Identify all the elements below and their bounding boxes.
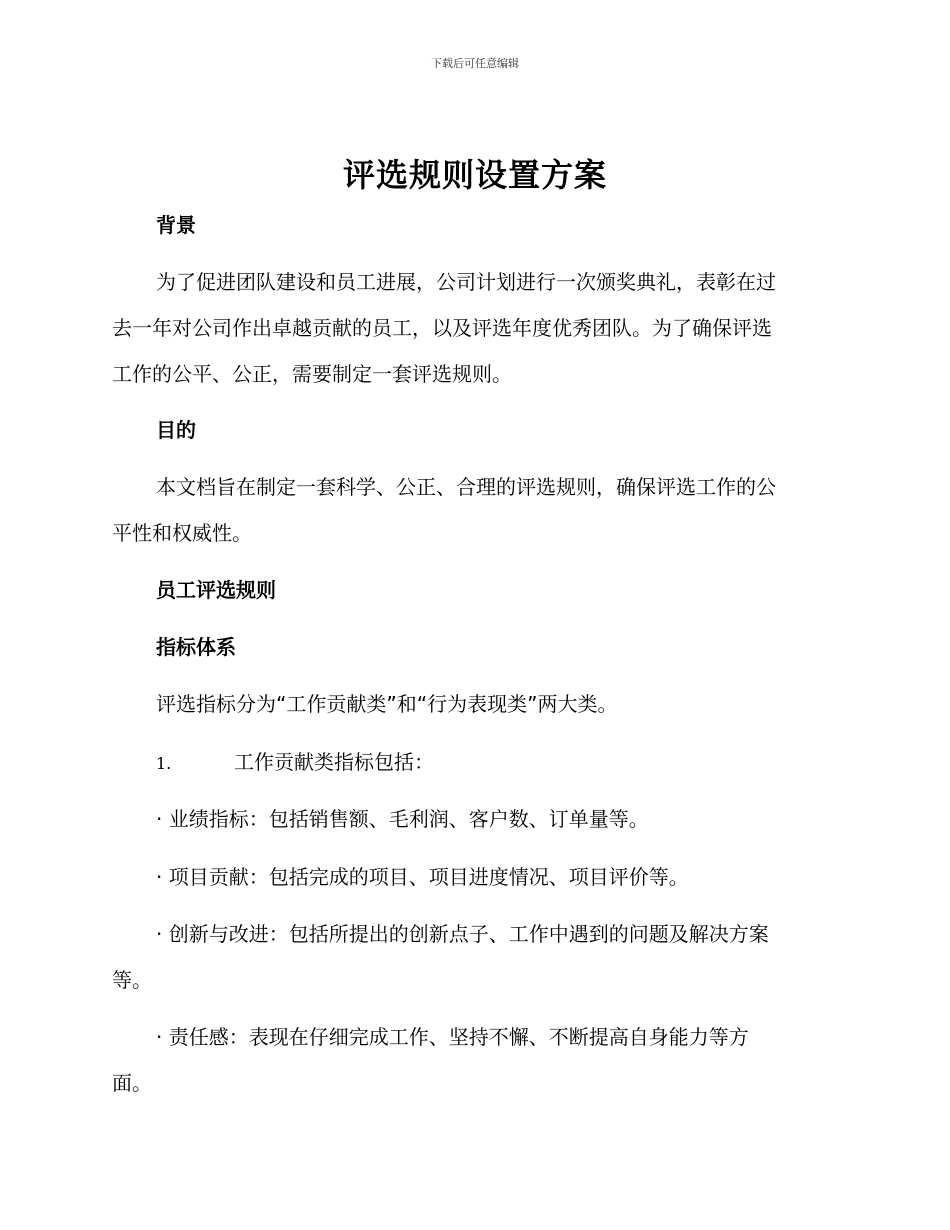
bullet-item: · 业绩指标：包括销售额、毛利润、客户数、订单量等。 (156, 807, 649, 831)
paragraph-line: 平性和权威性。 (112, 521, 252, 545)
paragraph-line: 为了促进团队建设和员工进展，公司计划进行一次颁奖典礼，表彰在过 (156, 270, 776, 294)
paragraph-line: 工作的公平、公正，需要制定一套评选规则。 (112, 362, 512, 386)
bullet-item-continuation: 等。 (112, 968, 152, 992)
list-title: 工作贡献类指标包括： (233, 750, 434, 774)
bullet-item: · 创新与改进：包括所提出的创新点子、工作中遇到的问题及解决方案 (156, 922, 769, 946)
section-heading-employee-rules: 员工评选规则 (156, 578, 276, 602)
list-item-header (156, 746, 434, 775)
section-heading-purpose: 目的 (156, 418, 196, 442)
list-number: 1. (156, 754, 172, 773)
document-title: 评选规则设置方案 (342, 156, 607, 194)
bullet-item: · 责任感：表现在仔细完成工作、坚持不懈、不断提高自身能力等方 (156, 1025, 749, 1049)
paragraph-line: 本文档旨在制定一套科学、公正、合理的评选规则，确保评选工作的公 (156, 475, 776, 499)
section-heading-background: 背景 (156, 213, 196, 237)
paragraph-line: 去一年对公司作出卓越贡献的员工，以及评选年度优秀团队。为了确保评选 (112, 316, 772, 340)
subheading-index-system: 指标体系 (156, 635, 236, 659)
header-note: 下载后可任意编辑 (431, 57, 519, 70)
bullet-item: · 项目贡献：包括完成的项目、项目进度情况、项目评价等。 (156, 865, 689, 889)
paragraph-line: 评选指标分为“工作贡献类”和“行为表现类”两大类。 (156, 692, 618, 716)
bullet-item-continuation: 面。 (112, 1071, 152, 1095)
